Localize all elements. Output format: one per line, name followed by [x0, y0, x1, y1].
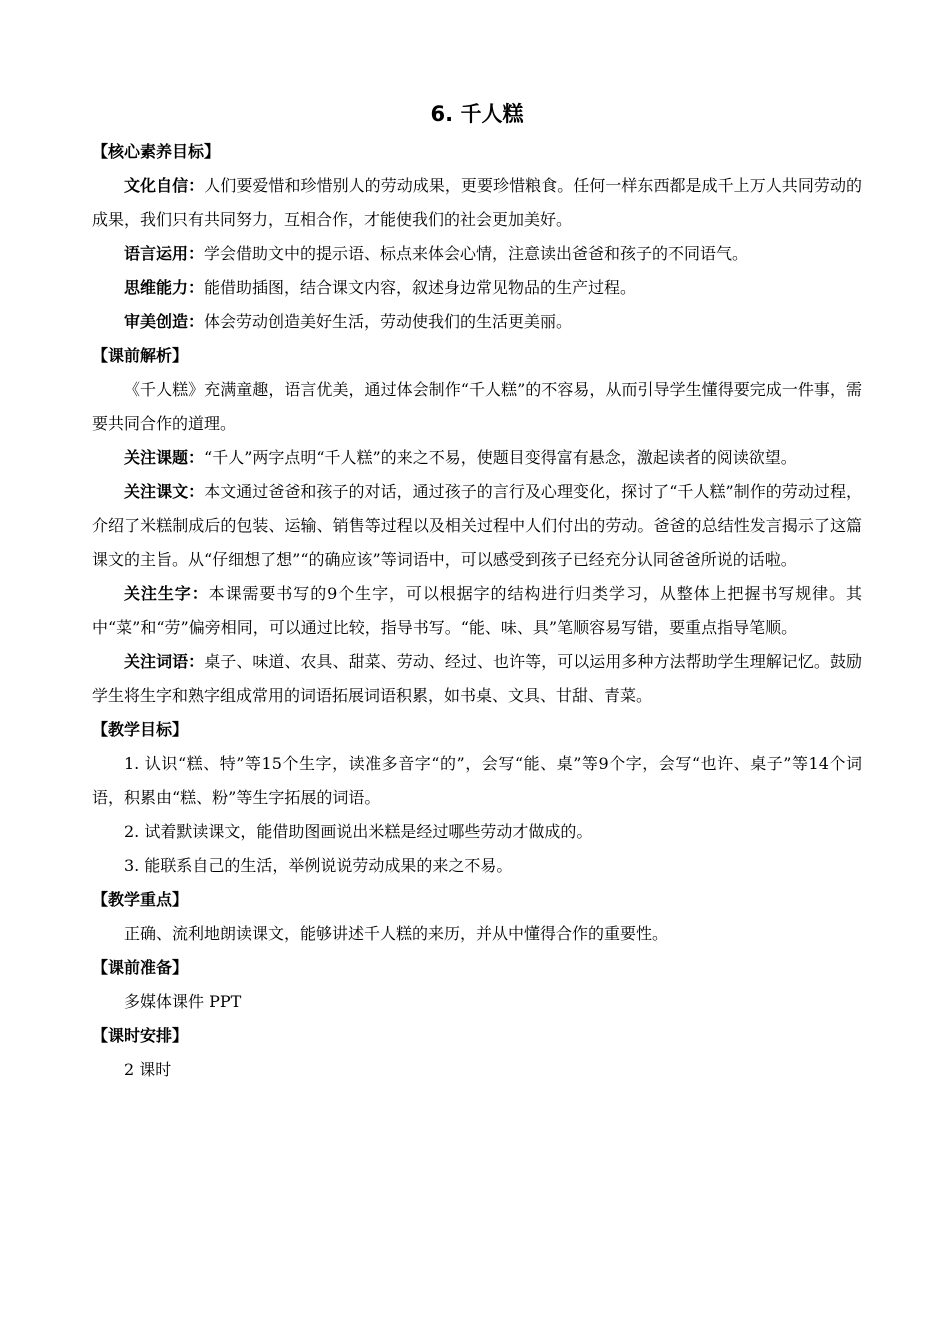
paragraph-text: “千人”两字点明“千人糕”的来之不易，使题目变得富有悬念，激起读者的阅读欲望。: [204, 448, 797, 467]
paragraph-text: 3. 能联系自己的生活，举例说说劳动成果的来之不易。: [124, 856, 513, 875]
paragraph-label: 关注课文：: [124, 482, 205, 501]
paragraph-text: 能借助插图，结合课文内容，叙述身边常见物品的生产过程。: [204, 278, 637, 297]
section-heading-schedule: 【课时安排】: [92, 1026, 189, 1045]
paragraph-label: 关注词语：: [124, 652, 205, 671]
paragraph-label: 思维能力：: [124, 278, 205, 297]
paragraph-text: 2 课时: [124, 1060, 172, 1079]
paragraph-label: 关注生字：: [124, 584, 209, 603]
section-heading-pre-class-analysis: 【课前解析】: [92, 346, 189, 365]
paragraph: [92, 917, 862, 951]
paragraph-text: 本课需要书写的9个生字，可以根据字的结构进行归类学习，从整体上把握书写规律。其中“菜”和“劳”偏旁相同，可以通过比较，指导书写。“能、味、具”笔顺容易写错，要重点指导笔顺。: [92, 584, 862, 637]
document-page: [92, 95, 862, 1087]
paragraph-text: 多媒体课件 PPT: [124, 992, 242, 1011]
section-heading-core-goals: 【核心素养目标】: [92, 142, 221, 161]
paragraph: [92, 305, 862, 339]
paragraph-text: 本文通过爸爸和孩子的对话，通过孩子的言行及心理变化，探讨了“千人糕”制作的劳动过程，介绍了米糕制成后的包装、运输、销售等过程以及相关过程中人们付出的劳动。爸爸的总结性发言揭示了这篇课文的主旨。从“仔细想了想”“的确应该”等词语中，可以感受到孩子已经充分认同爸爸所说的话啦。: [92, 482, 862, 569]
paragraph-text: 2. 试着默读课文，能借助图画说出米糕是经过哪些劳动才做成的。: [124, 822, 593, 841]
paragraph-text: 桌子、味道、农具、甜菜、劳动、经过、也许等，可以运用多种方法帮助学生理解记忆。鼓励学生将生字和熟字组成常用的词语拓展词语积累，如书桌、文具、甘甜、青菜。: [92, 652, 862, 705]
paragraph: [92, 577, 862, 645]
paragraph-label: 语言运用：: [124, 244, 205, 263]
paragraph: [92, 475, 862, 577]
page-title: 6. 千人糕: [430, 102, 524, 126]
paragraph: [92, 237, 862, 271]
paragraph-text: 体会劳动创造美好生活，劳动使我们的生活更美丽。: [204, 312, 573, 331]
paragraph: [92, 441, 862, 475]
paragraph: [92, 815, 862, 849]
paragraph-text: 《千人糕》充满童趣，语言优美，通过体会制作“千人糕”的不容易，从而引导学生懂得要完成一件事，需要共同合作的道理。: [92, 380, 862, 433]
section-heading-teaching-goals: 【教学目标】: [92, 720, 189, 739]
paragraph: [92, 645, 862, 713]
paragraph-text: 人们要爱惜和珍惜别人的劳动成果，更要珍惜粮食。任何一样东西都是成千上万人共同劳动的成果，我们只有共同努力，互相合作，才能使我们的社会更加美好。: [92, 176, 862, 229]
paragraph: [92, 985, 862, 1019]
paragraph-text: 正确、流利地朗读课文，能够讲述千人糕的来历，并从中懂得合作的重要性。: [124, 924, 669, 943]
paragraph: [92, 1053, 862, 1087]
paragraph-text: 1. 认识“糕、特”等15个生字，读准多音字“的”，会写“能、桌”等9个字，会写“也许、桌子”等14个词语，积累由“糕、粉”等生字拓展的词语。: [92, 754, 862, 807]
paragraph-label: 审美创造：: [124, 312, 205, 331]
paragraph-label: 关注课题：: [124, 448, 205, 467]
paragraph: [92, 271, 862, 305]
paragraph: [92, 373, 862, 441]
paragraph: [92, 747, 862, 815]
paragraph: [92, 849, 862, 883]
section-heading-teaching-focus: 【教学重点】: [92, 890, 189, 909]
paragraph: [92, 169, 862, 237]
paragraph-label: 文化自信：: [124, 176, 205, 195]
paragraph-text: 学会借助文中的提示语、标点来体会心情，注意读出爸爸和孩子的不同语气。: [204, 244, 749, 263]
section-heading-preparation: 【课前准备】: [92, 958, 189, 977]
